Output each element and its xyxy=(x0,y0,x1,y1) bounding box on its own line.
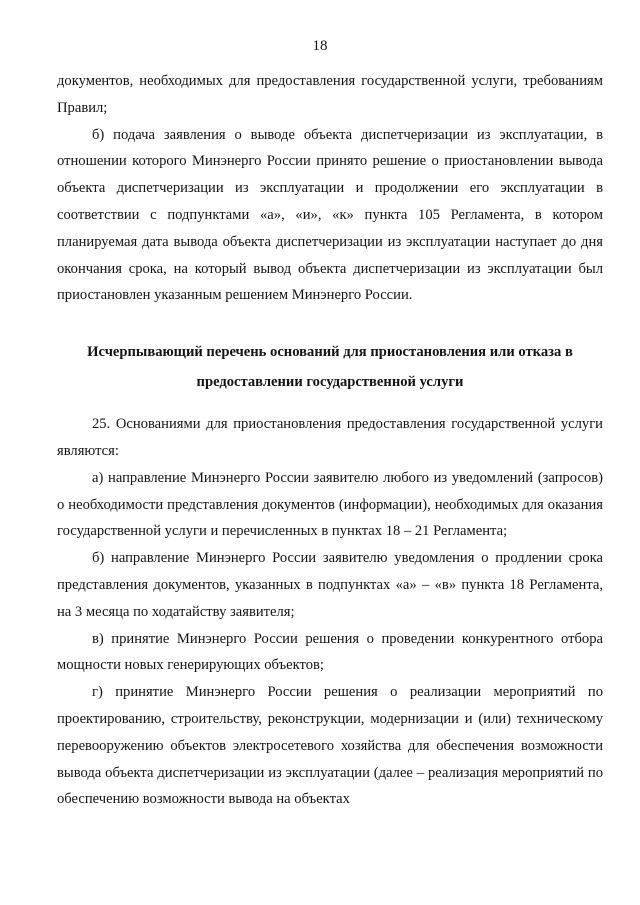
page-number: 18 xyxy=(312,38,328,54)
section-heading xyxy=(57,337,603,397)
heading-spacer xyxy=(57,397,603,411)
section-spacer xyxy=(57,309,603,337)
paragraph-item-b-top: б) подача заявления о выводе объекта диспетчеризации из эксплуатации, в отношении которого Минэнерго России принято решение о приостановлении вывода объекта диспетчеризации из эксплуатации и продолжении его эксплуатации в соответствии с подпунктами «а», «и», «к» пункта 105 Регламента, в котором планируемая дата вывода объекта диспетчеризации из эксплуатации наступает до дня окончания срока, на который вывод объекта диспетчеризации из эксплуатации был приостановлен указанным решением Минэнерго России. xyxy=(57,126,603,304)
section-heading-line-1: Исчерпывающий перечень оснований для приостановления или отказа в xyxy=(87,344,573,361)
section-heading-line-2: предоставлении государственной услуги xyxy=(196,374,464,391)
paragraph-item-v: в) принятие Минэнерго России решения о проведении конкурентного отбора мощности новых генерирующих объектов; xyxy=(57,630,603,674)
paragraph-item-b: б) направление Минэнерго России заявителю уведомления о продлении срока представления документов, указанных в подпунктах «а» – «в» пункта 18 Регламента, на 3 месяца по ходатайству заявителя; xyxy=(57,550,603,620)
paragraph-item-g: г) принятие Минэнерго России решения о реализации мероприятий по проектированию, строительству, реконструкции, модернизации и (или) техническому перевооружению объектов электросетевого хозяйства для обеспечения возможности вывода объекта диспетчеризации из эксплуатации (далее – реализация мероприятий по обеспечению возможности вывода на объектах xyxy=(57,684,603,808)
document-body xyxy=(57,68,603,813)
paragraph-continuation: документов, необходимых для предоставления государственной услуги, требованиям Правил; xyxy=(57,73,603,116)
paragraph-item-a: а) направление Минэнерго России заявителю любого из уведомлений (запросов) о необходимости представления документов (информации), необходимых для оказания государственной услуги и перечисленных в пунктах 18 – 21 Регламента; xyxy=(57,469,603,540)
paragraph-clause-25: 25. Основаниями для приостановления предоставления государственной услуги являются: xyxy=(57,416,603,459)
